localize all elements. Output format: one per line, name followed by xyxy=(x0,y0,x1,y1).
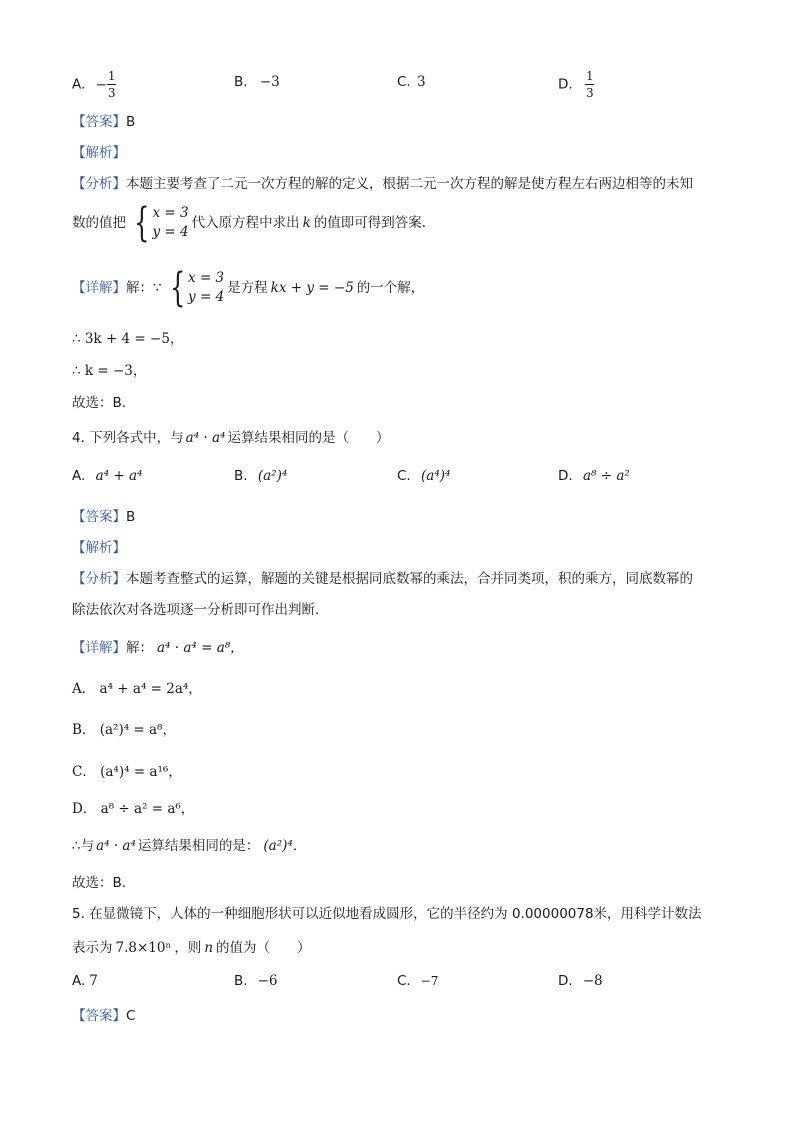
option-label: C. xyxy=(397,74,411,90)
q3-option-d xyxy=(558,70,595,99)
equation-x: x = 3 xyxy=(188,270,225,286)
q4-step-c: C． (a⁴)⁴ = a¹⁶， xyxy=(72,764,182,780)
answer-tag: 【答案】 xyxy=(72,114,126,130)
q5-stem-line1: 5. 在显微镜下，人体的一种细胞形状可以近似地看成圆形，它的半径约为 0.00000078米，用科学计数法 xyxy=(72,906,702,922)
fenxi-text: 的值即可得到答案． xyxy=(313,215,436,231)
q5-answer xyxy=(72,1004,135,1024)
q3-xiangjie xyxy=(72,265,425,311)
xiangjie-text: 解：∵ xyxy=(126,280,162,296)
option-label: B. xyxy=(234,74,248,90)
option-sign: − xyxy=(95,76,107,93)
expression: (a²)⁴． xyxy=(263,838,307,854)
q3-fenxi-line2 xyxy=(72,200,436,246)
fenxi-text: 本题考查整式的运算，解题的关键是根据同底数幂的乘法，合并同类项，积的乘方，同底数幂的 xyxy=(126,571,693,587)
equation-system: { x = 3 y = 4 xyxy=(169,265,225,311)
q4-option-a xyxy=(72,468,142,484)
fraction xyxy=(107,70,117,99)
equation-y: y = 4 xyxy=(152,224,189,240)
option-value: −8 xyxy=(582,973,603,989)
q3-answer xyxy=(72,110,135,130)
fraction-denominator: 3 xyxy=(107,86,116,100)
variable-k: k xyxy=(302,215,311,231)
analysis-label: 解析 xyxy=(85,145,113,161)
q4-conclusion: 故选：B． xyxy=(72,875,136,891)
q4-option-d xyxy=(558,468,630,484)
q4-stem xyxy=(72,426,389,446)
expression: a⁴ · a⁴ = a⁸， xyxy=(157,640,244,656)
q4-step-d: D． a⁸ ÷ a² = a⁶， xyxy=(72,801,195,817)
option-label: A. xyxy=(72,468,86,484)
question-text: 表示为 xyxy=(72,940,113,956)
fraction-numerator: 1 xyxy=(585,69,594,83)
option-label: A. xyxy=(72,76,86,93)
therefore-text: 运算结果相同的是： xyxy=(137,838,260,854)
q3-option-b xyxy=(234,74,280,90)
expression: 7.8×10ⁿ xyxy=(115,940,172,956)
fenxi-tag: 【分析】 xyxy=(72,176,126,192)
q4-answer xyxy=(72,505,135,525)
q3-conclusion: 故选：B． xyxy=(72,395,136,411)
xiangjie-tag: 【详解】 xyxy=(72,280,126,296)
q5-option-b xyxy=(234,973,277,989)
fenxi-text: 代入原方程中求出 xyxy=(191,215,300,231)
xiangjie-text: 解： xyxy=(126,640,153,656)
fraction-numerator: 1 xyxy=(107,69,116,83)
question-text: 的值为（ ） xyxy=(216,940,311,956)
q3-step2: ∴ k = −3， xyxy=(72,363,147,379)
option-label: C. xyxy=(397,468,411,484)
answer-tag: 【答案】 xyxy=(72,1008,126,1024)
fraction xyxy=(585,70,595,99)
q4-analysis-heading: 【解析】 xyxy=(72,540,126,556)
xiangjie-text: 的一个解， xyxy=(356,280,425,296)
question-text: ，则 xyxy=(174,940,202,956)
q4-fenxi-line1 xyxy=(72,567,693,587)
q5-option-d xyxy=(558,973,603,989)
option-value: −3 xyxy=(259,74,280,90)
option-expression: a⁸ ÷ a² xyxy=(582,468,630,484)
option-value: 7 xyxy=(89,973,98,989)
q4-option-c xyxy=(397,468,450,484)
equation: kx + y = −5 xyxy=(270,280,354,296)
fraction-denominator: 3 xyxy=(585,86,594,100)
q4-option-b xyxy=(234,468,287,484)
xiangjie-text: 是方程 xyxy=(227,280,268,296)
q3-option-c xyxy=(397,74,426,90)
option-expression: (a²)⁴ xyxy=(257,468,288,484)
q3-step1: ∴ 3k + 4 = −5， xyxy=(72,331,184,347)
option-label: B. xyxy=(234,468,248,484)
fenxi-text: 数的值把 xyxy=(72,215,126,231)
q3-analysis-heading: 【解析】 xyxy=(72,145,126,161)
expression: a⁴ · a⁴ xyxy=(96,838,136,854)
option-expression: (a⁴)⁴ xyxy=(421,468,451,484)
equation-system: { x = 3 y = 4 xyxy=(134,200,189,246)
expression: a⁴ · a⁴ xyxy=(185,430,226,446)
q3-option-a xyxy=(72,70,117,99)
question-text: 运算结果相同的是（ ） xyxy=(227,430,390,446)
q4-fenxi-line2: 除法依次对各选项逐一分析即可作出判断． xyxy=(72,602,329,618)
q3-fenxi-line1 xyxy=(72,172,693,192)
fenxi-text: 本题主要考查了二元一次方程的解的定义，根据二元一次方程的解是使方程左右两边相等的未知 xyxy=(126,176,693,192)
equation-y: y = 4 xyxy=(188,289,225,305)
option-label: C. xyxy=(397,973,411,989)
equation-x: x = 3 xyxy=(152,205,189,221)
answer-tag: 【答案】 xyxy=(72,509,126,525)
answer-value: C xyxy=(126,1008,136,1024)
answer-value: B xyxy=(126,114,136,130)
option-value: −7 xyxy=(420,974,439,988)
xiangjie-tag: 【详解】 xyxy=(72,640,126,656)
option-label: A. xyxy=(72,973,86,989)
q4-step-b: B． (a²)⁴ = a⁸， xyxy=(72,722,176,738)
q4-xiangjie xyxy=(72,636,244,656)
variable-n: n xyxy=(204,940,214,956)
q4-step-a: A． a⁴ + a⁴ = 2a⁴， xyxy=(72,681,202,697)
q5-option-a xyxy=(72,973,98,989)
therefore-text: ∴与 xyxy=(72,838,95,854)
question-text: 4. 下列各式中，与 xyxy=(72,430,184,446)
option-label: D. xyxy=(558,973,573,989)
analysis-label: 解析 xyxy=(85,540,113,556)
option-value: −6 xyxy=(257,973,278,989)
q5-stem-line2 xyxy=(72,936,311,956)
option-value: 3 xyxy=(417,74,426,90)
q5-option-c xyxy=(397,973,438,989)
option-label: B. xyxy=(234,973,248,989)
q4-therefore xyxy=(72,834,306,854)
option-label: D. xyxy=(558,468,573,484)
fenxi-tag: 【分析】 xyxy=(72,571,126,587)
option-expression: a⁴ + a⁴ xyxy=(95,468,143,484)
answer-value: B xyxy=(126,509,136,525)
option-label: D. xyxy=(558,76,573,93)
